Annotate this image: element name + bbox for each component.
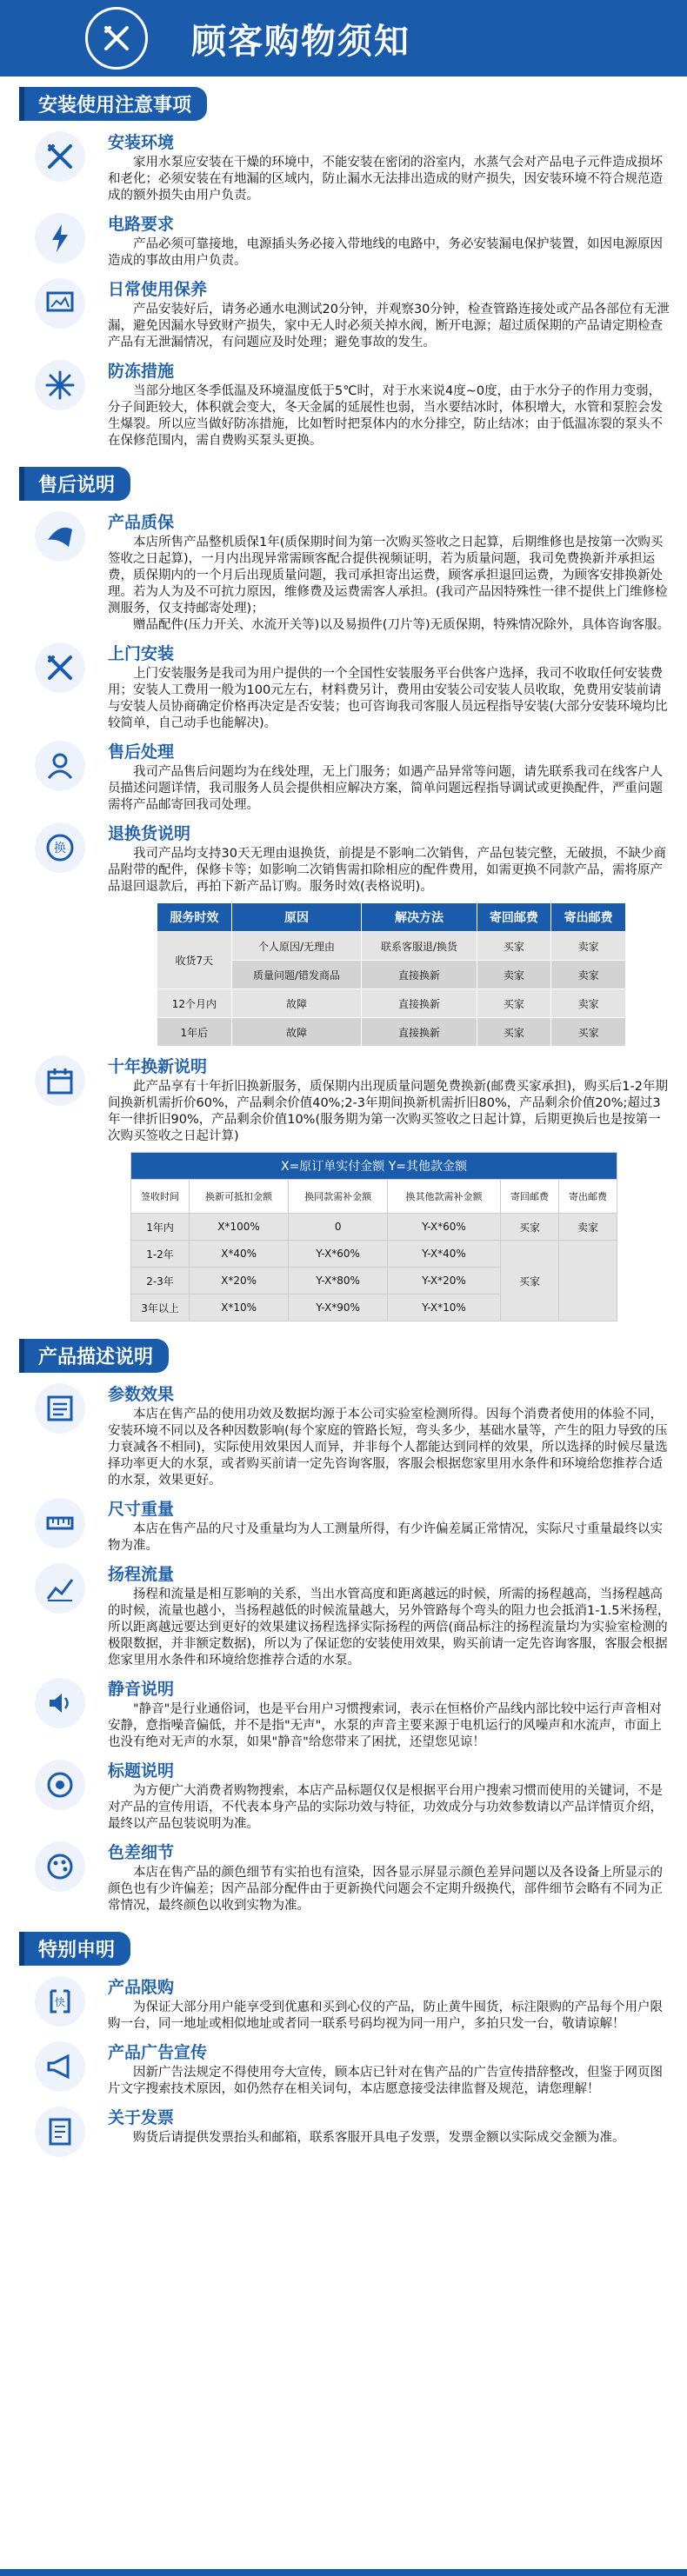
table-cell: Y-X*60% [388,1214,501,1241]
table-header: 换其他款需补金额 [388,1180,501,1214]
aftersale-item-installation [0,641,687,732]
item-text-2: 赠品配件(压力开关、水流开关等)以及易损件(刀片等)无质保期，特殊情况除外，具体咨询客服。 [133,618,670,632]
table-header: 原因 [231,903,362,932]
table-cell: 买家 [500,1241,558,1321]
table-row [157,989,626,1018]
description-section [0,1328,687,1914]
palette-icon [35,1841,85,1892]
table-cell: 卖家 [551,932,626,961]
table-cell: 买家 [551,1018,626,1047]
table-cell: Y-X*40% [388,1241,501,1268]
aftersale-section [0,456,687,1321]
page-title: 顾客购物须知 [191,21,410,62]
install-section [0,77,687,449]
table-cell: 买家 [477,989,551,1018]
flow-chart-icon [35,1563,85,1614]
table-cell: 质量问题/错发商品 [231,961,362,989]
table-header: 服务时效 [157,903,232,932]
table-cell: X*40% [190,1241,289,1268]
table-cell: 卖家 [551,961,626,989]
table-cell: 1-2年 [131,1241,190,1268]
item-text: 上门安装服务是我司为用户提供的一个全国性安装服务平台供客户选择，我司不收取任何安装费用；安装人工费用一般为100元左右，材料费另计，费用由安装公司安装人员收取，免费用安装前请与安装人员协商确定价格再决定是否安装；也可咨询我司客服人员远程指导安装(大部分安装环境均比较简单，自己动手也能解决)。 [108,667,668,730]
item-title: 上门安装 [108,644,175,663]
description-item-size [0,1496,687,1554]
table-cell: 12个月内 [157,989,232,1018]
table-cell: Y-X*20% [388,1268,501,1295]
table-cell: 1年内 [131,1214,190,1241]
page-header [0,0,687,77]
table-cell [558,1241,617,1321]
aftersale-item-tenyear [0,1054,687,1145]
shield-flag-icon [35,511,85,562]
table-title-row [131,1153,617,1180]
description-item-params [0,1381,687,1489]
table-cell: 收货7天 [157,932,232,989]
install-item-antifreeze [0,358,687,449]
item-title: 静音说明 [108,1680,175,1699]
table-cell: 2-3年 [131,1268,190,1295]
description-item-color [0,1840,687,1914]
calendar-icon [35,1055,85,1106]
table-cell: 直接换新 [362,989,477,1018]
item-text: 购货后请提供发票抬头和邮箱，联系客服开具电子发票，发票金额以实际成交金额为准。 [133,2131,625,2145]
item-text: 扬程和流量是相互影响的关系，当出水管高度和距离越远的时候，所需的扬程越高，当扬程越高的时候，流量也越小，当扬程越低的时候流量越大，另外管路每个弯头的阻力也会抵消1-1.5米扬程，所以距离越远要达到更好的效果建议扬程选择实际扬程的两倍(商品标注的扬程流量均为实验室检测的极限数据，并非额定数据)，所以为了保证您的安装使用效果，购买前请一定先咨询客服，客服会根据您家里用水条件和环境给您推荐合适的水泵。 [108,1588,670,1667]
trade-in-table [130,1152,617,1321]
table-cell: 个人原因/无理由 [231,932,362,961]
user-icon [35,741,85,791]
table-cell: 3年以上 [131,1295,190,1321]
table-header-row [131,1180,617,1214]
table-cell: 卖家 [558,1214,617,1241]
install-item-power [0,211,687,270]
table-cell: 0 [289,1214,388,1241]
table-title: X=原订单实付金额 Y=其他款金额 [131,1153,617,1180]
target-icon [35,1760,85,1810]
svg-text:快: 快 [54,1996,66,2008]
item-title: 十年换新说明 [108,1057,208,1076]
svg-text:换: 换 [54,842,66,855]
item-text: 本店在售产品的颜色细节有实拍也有渲染，因各显示屏显示颜色差异问题以及各设备上所显示的颜色也有少许偏差；因产品部分配件由于更新换代问题会不定期升级换代，部件细节会略有不同为正常情况，最终颜色以收到实物为准。 [108,1866,663,1913]
tools-icon [35,642,85,693]
item-title: 标题说明 [108,1761,175,1781]
table-cell: 1年后 [157,1018,232,1047]
table-cell: Y-X*90% [289,1295,388,1321]
table-header: 寄回邮费 [500,1180,558,1214]
footer-bar [0,2569,687,2576]
item-title: 退换货说明 [108,824,191,843]
item-text: "静音"是行业通俗词，也是平台用户习惯搜索词，表示在恒格价产品线内部比较中运行声音相对安静，意指噪音偏低，并不是指"无声"，水泵的声音主要来源于电机运行的风噪声和水流声，市面上也没有绝对无声的水泵，如果"静音"给您带来了困扰，还望您见谅！ [108,1702,662,1749]
item-title: 安装环境 [108,133,175,152]
ruler-icon [35,1498,85,1548]
section-title-special: 特别申明 [19,1932,130,1966]
table-cell: 买家 [500,1214,558,1241]
section-title-description: 产品描述说明 [19,1339,169,1373]
item-text: 我司产品均支持30天无理由退换货，前提是不影响二次销售，产品包装完整，无破损，不缺少商品附带的配件，保修卡等；如影响二次销售需扣除相应的配件费用，如需更换不同款产品，需将原产品退回退款后，再拍下新产品订购。服务时效(表格说明)。 [108,847,666,894]
lightning-icon [35,213,85,263]
item-title: 产品广告宣传 [108,2043,208,2062]
list-icon [35,1383,85,1434]
item-title: 关于发票 [108,2108,175,2127]
description-item-title-note [0,1758,687,1833]
snowflake-icon [35,360,85,410]
table-cell: X*10% [190,1295,289,1321]
item-title: 参数效果 [108,1385,175,1404]
item-text: 本店所售产品整机质保1年(质保期时间为第一次购买签收之日起算，后期维修也是按第一次购买签收之日起算)，一月内出现异常需顾客配合提供视频证明，若为质量问题，我司免费换新并承担运费，质保期内的一个月后出现质量问题，我司承担寄出运费，顾客承担退回运费，为顾客安排换新处理。若为人为及不可抗力原因，维修费及运费需客人承担。(我司产品因特殊性一律不提供上门维修检测服务，仅支持邮寄处理)； [108,536,668,616]
return-policy-table [157,902,626,1047]
table-header: 解决方法 [362,903,477,932]
item-title: 日常使用保养 [108,280,208,299]
table-row [131,1241,617,1268]
item-title: 产品限购 [108,1978,175,1997]
invoice-icon [35,2107,85,2157]
table-cell: 买家 [477,1018,551,1047]
table-row [131,1214,617,1241]
special-item-limit [0,1974,687,2033]
table-header: 签收时间 [131,1180,190,1214]
exchange-icon [35,822,85,873]
tools-icon [85,7,148,70]
table-header: 换同款需补金额 [289,1180,388,1214]
table-cell: 直接换新 [362,1018,477,1047]
wrench-screwdriver-icon [35,131,85,182]
monitor-icon [35,278,85,329]
item-title: 尺寸重量 [108,1500,175,1519]
table-row [157,1018,626,1047]
install-item-environment [0,130,687,204]
item-text: 产品必须可靠接地，电源插头务必接入带地线的电路中，务必安装漏电保护装置，如因电源原因造成的事故由用户负责。 [108,237,663,268]
install-item-maintenance [0,276,687,351]
table-row [157,932,626,961]
item-text: 为保证大部分用户能享受到优惠和买到心仪的产品，防止黄牛囤货，标注限购的产品每个用户限购一台，同一地址或相似地址或者同一联系号码均视为同一用户，多拍只发一台，敬请谅解！ [108,2000,663,2031]
speaker-icon [35,1678,85,1728]
table-cell: 卖家 [551,989,626,1018]
item-title: 售后处理 [108,742,175,762]
item-text: 此产品享有十年折旧换新服务，质保期内出现质量问题免费换新(邮费买家承担)，购买后1-2年期间换新机需折价60%，产品剩余价值40%;2-3年期间换新机需折旧80%，产品剩余价值20%;超过3年一律折旧90%，产品剩余价值10%(服务期为第一次购买签收之日起计算，后期更换后也是按第一次购买签收之日起计算) [108,1080,668,1143]
table-header: 寄出邮费 [558,1180,617,1214]
section-title-aftersale: 售后说明 [19,467,130,501]
table-cell: 故障 [231,1018,362,1047]
item-text: 当部分地区冬季低温及环境温度低于5℃时，对于水来说4度~0度，由于水分子的作用力变弱，分子间距较大，体积就会变大，冬天金属的延展性也弱，当水要结冰时，体积增大，水管和泵腔会发生爆裂。所以应当做好防冻措施，比如暂时把泵体内的水分排空，防止结冰；由于低温冻裂的泵头不在保修范围内，需自费购买泵头更换。 [108,384,663,448]
description-item-silent [0,1676,687,1751]
item-title: 色差细节 [108,1843,175,1862]
table-cell: 故障 [231,989,362,1018]
section-title-install: 安装使用注意事项 [19,87,207,121]
item-text: 因新广告法规定不得使用夸大宣传，顾本店已针对在售产品的广告宣传措辞整改，但鉴于网页图片文字搜索技术原因，如仍然存在相关词句，本店愿意接受法律监督及规范，请您理解！ [108,2066,663,2096]
table-cell: 买家 [477,932,551,961]
aftersale-item-warranty [0,509,687,634]
special-section [0,1921,687,2147]
table-cell: Y-X*80% [289,1268,388,1295]
aftersale-item-processing [0,739,687,814]
item-title: 扬程流量 [108,1565,175,1584]
table-header-row [157,903,626,932]
description-item-head-flow [0,1561,687,1669]
table-cell: X*20% [190,1268,289,1295]
item-text: 家用水泵应安装在干燥的环境中，不能安装在密闭的浴室内，水蒸气会对产品电子元件造成损坏和老化；必须安装在有地漏的区域内，防止漏水无法排出造成的财产损失，因安装环境不符合规范造成的额外损失由用户负责。 [108,156,663,203]
table-cell: 卖家 [477,961,551,989]
item-title: 防冻措施 [108,362,175,381]
table-cell: Y-X*10% [388,1295,501,1321]
megaphone-icon [35,2041,85,2092]
quick-icon [35,1976,85,2027]
item-title: 电路要求 [108,215,175,234]
table-cell: 联系客服退/换货 [362,932,477,961]
special-item-advertising [0,2040,687,2098]
item-text: 为方便广大消费者购物搜索，本店产品标题仅仅是根据平台用户搜索习惯而使用的关键词，不是对产品的宣传用语，不代表本身产品的实际功效与特征，功效成分与功效参数请以产品详情页介绍，最终以产品包装说明为准。 [108,1784,663,1831]
item-text: 本店在售产品的使用功效及数据均源于本公司实验室检测所得。因每个消费者使用的体验不同，安装环境不同以及各种因数影响(每个家庭的管路长短，弯头多少，基础水量等，产生的阻力导致的压力衰减各不相同)，实际使用效果因人而异，并非每个人都能达到同样的效果，所以选择的时候尽量选择功率更大的水泵，或者购买前请一定先咨询客服，客服会根据您家里用水条件和环境给您推荐合适的水泵，效果更好。 [108,1408,668,1488]
table-cell: 直接换新 [362,961,477,989]
table-cell: X*100% [190,1214,289,1241]
aftersale-item-returns [0,821,687,895]
table-header: 换新可抵扣金额 [190,1180,289,1214]
item-title: 产品质保 [108,513,175,532]
table-header: 寄回邮费 [477,903,551,932]
item-text: 产品安装好后，请务必通水电测试20分钟，并观察30分钟，检查管路连接处或产品各部位有无泄漏，避免因漏水导致财产损失，家中无人时必须关掉水阀，断开电源；超过质保期的产品请定期检查产品有无泄漏情况，有问题应及时处理；避免事故的发生。 [108,303,670,349]
item-text: 我司产品售后问题均为在线处理，无上门服务；如遇产品异常等问题，请先联系我司在线客户人员描述问题详情，我司服务人员会提供相应解决方案，简单问题远程指导调试或更换配件，严重问题需将产品邮寄回我司处理。 [108,765,663,812]
table-header: 寄出邮费 [551,903,626,932]
table-cell: Y-X*60% [289,1241,388,1268]
special-item-invoice [0,2105,687,2147]
item-text: 本店在售产品的尺寸及重量均为人工测量所得，有少许偏差属正常情况，实际尺寸重量最终以实物为准。 [108,1522,663,1553]
